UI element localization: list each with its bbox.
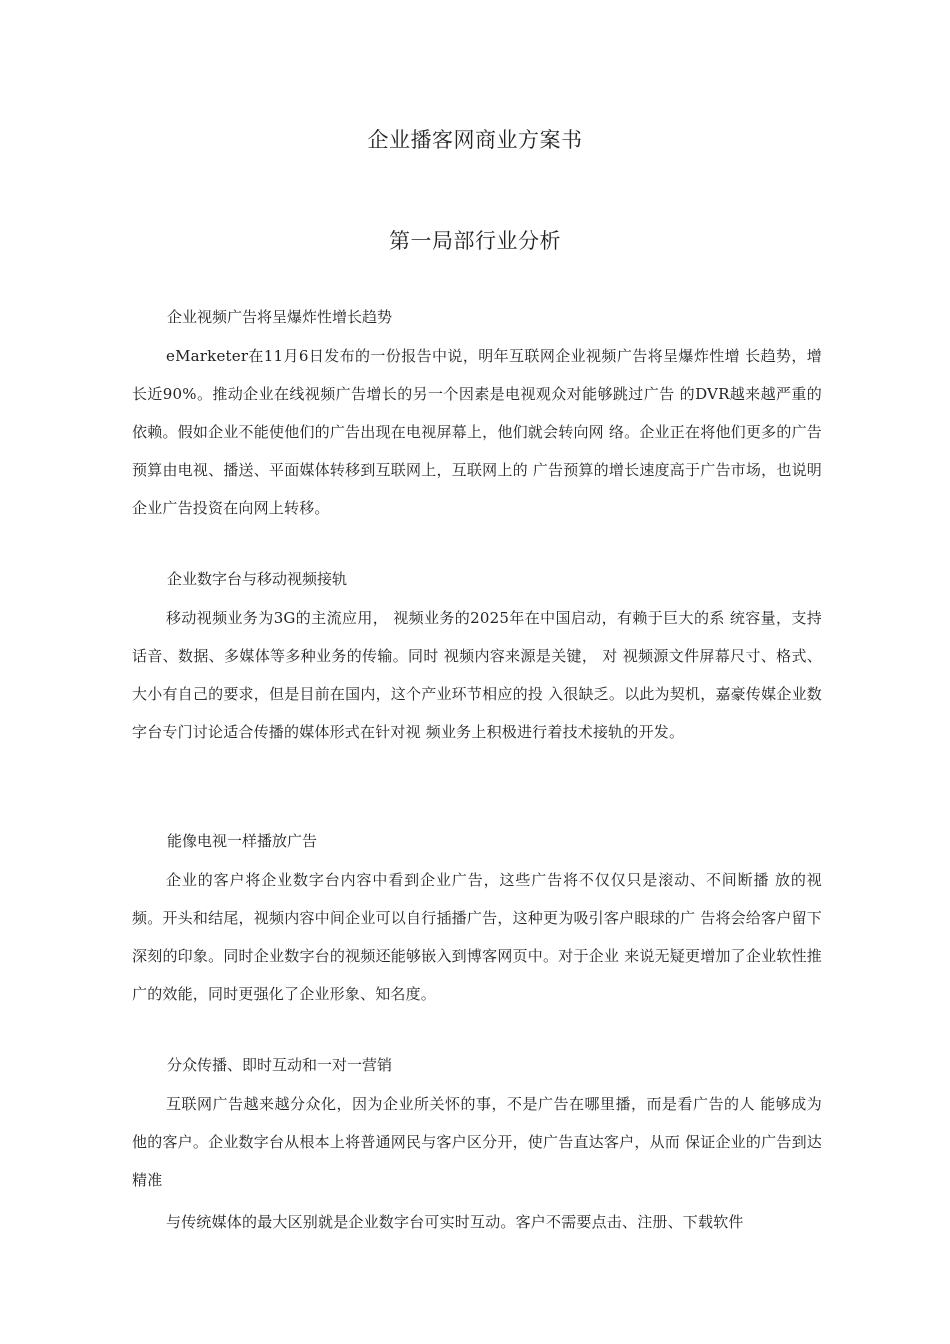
section-heading: 能像电视一样播放广告 <box>167 832 318 850</box>
section-paragraph: 与传统媒体的最大区别就是企业数字台可实时互动。客户不需要点击、注册、下载软件 <box>166 1213 744 1231</box>
part-title: 第一局部行业分析 <box>389 229 561 253</box>
section-heading: 分众传播、即时互动和一对一营销 <box>167 1056 393 1074</box>
section-heading: 企业数字台与移动视频接轨 <box>167 570 348 588</box>
section-video-ad-growth <box>132 306 822 527</box>
section-paragraph: 互联网广告越来越分众化，因为企业所关怀的事，不是广告在哪里播，而是看广告的人 能够成为他的客户。企业数字台从根本上将普通网民与客户区分开，使广告直达客户，从而 保证企业的广告到达精准 <box>132 1095 822 1189</box>
section-paragraph: 企业的客户将企业数字台内容中看到企业广告，这些广告将不仅仅只是滚动、不间断播 放的视频。开头和结尾，视频内容中间企业可以自行插播广告，这种更为吸引客户眼球的广 告将会给客户留下深刻的印象。同时企业数字台的视频还能够嵌入到博客网页中。对于企业 来说无疑更增加了企业软性推广的效能，同时更强化了企业形象、知名度。 <box>132 871 822 1003</box>
section-heading: 企业视频广告将呈爆炸性增长趋势 <box>167 308 393 326</box>
section-mobile-video <box>132 568 822 751</box>
section-tv-like-ads <box>132 830 822 1013</box>
document-title: 企业播客网商业方案书 <box>367 128 583 152</box>
section-paragraph: 移动视频业务为3G的主流应用， 视频业务的2025年在中国启动，有赖于巨大的系 统容量，支持话音、数据、多媒体等多种业务的传输。同时 视频内容来源是关键， 对 视频源文件屏幕尺寸、格式、大小有自己的要求，但是目前在国内，这个产业环节相应的投 入很缺乏。以此为契机，嘉豪传媒企业数字台专门讨论适合传播的媒体形式在针对视 频业务上积极进行着技术接轨的开发。 <box>132 609 822 741</box>
section-paragraph: eMarketer在11月6日发布的一份报告中说，明年互联网企业视频广告将呈爆炸性增 长趋势，增长近90%。推动企业在线视频广告增长的另一个因素是电视观众对能够跳过广告 的DVR越来越严重的依赖。假如企业不能使他们的广告出现在电视屏幕上，他们就会转向网 络。企业正在将他们更多的广告预算由电视、播送、平面媒体转移到互联网上，互联网上的 广告预算的增长速度高于广告市场，也说明企业广告投资在向网上转移。 <box>132 347 822 517</box>
section-targeted-marketing <box>132 1054 822 1241</box>
